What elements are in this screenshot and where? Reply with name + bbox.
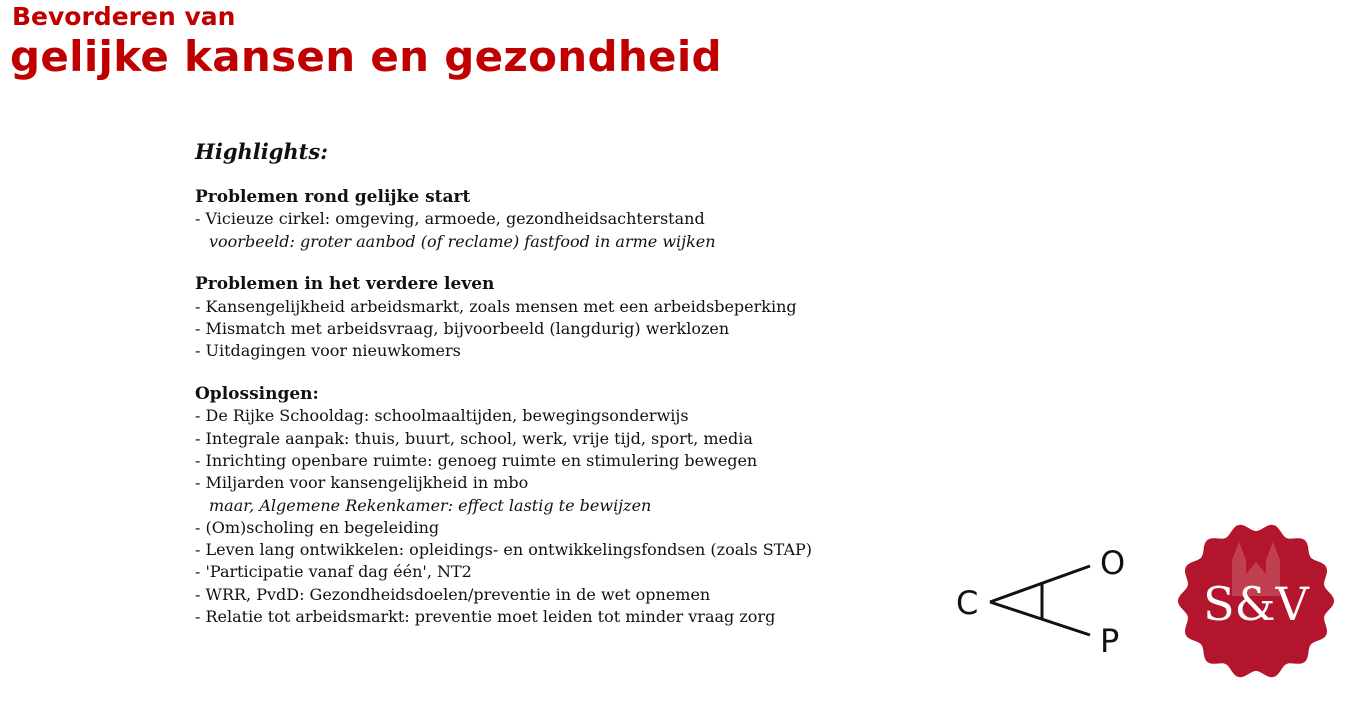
section-2 (195, 383, 915, 628)
section-title: Problemen rond gelijke start (195, 187, 471, 207)
example-note: voorbeeld: groter aanbod (of reclame) fastfood in arme wijken (209, 231, 716, 251)
bullet-line: - (Om)scholing en begeleiding (195, 517, 440, 537)
bullet-line: - Kansengelijkheid arbeidsmarkt, zoals mensen met een arbeidsbeperking (195, 296, 797, 316)
bullet-line: - Leven lang ontwikkelen: opleidings- en ontwikkelingsfondsen (zoals STAP) (195, 540, 813, 560)
highlights-heading: Highlights: (195, 139, 328, 164)
cop-arrow-icon (990, 566, 1090, 635)
bullet-line: - Mismatch met arbeidsvraag, bijvoorbeeld (langdurig) werklozen (195, 318, 730, 338)
cop-logo (950, 540, 1140, 665)
bullet-line: - De Rijke Schooldag: schoolmaaltijden, bewegingsonderwijs (195, 406, 689, 426)
section-title: Oplossingen: (195, 384, 319, 405)
bullet-line: - Relatie tot arbeidsmarkt: preventie moet leiden tot minder vraag zorg (195, 607, 776, 627)
section-1 (195, 273, 915, 362)
highlights-sections (195, 186, 915, 628)
bullet-line: - Integrale aanpak: thuis, buurt, school, werk, vrije tijd, sport, media (195, 428, 753, 448)
bullet-line: - Vicieuze cirkel: omgeving, armoede, gezondheidsachterstand (195, 209, 705, 229)
page-title: gelijke kansen en gezondheid (10, 32, 722, 81)
bullet-line: - Miljarden voor kansengelijkheid in mbo (195, 473, 529, 493)
page-subtitle: Bevorderen van (12, 2, 236, 31)
bullet-line: - WRR, PvdD: Gezondheidsdoelen/preventie in de wet opnemen (195, 584, 711, 604)
cop-label-c: C (956, 584, 979, 622)
highlights-content (195, 138, 915, 649)
bullet-line: - 'Participatie vanaf dag één', NT2 (195, 562, 472, 582)
seal-logo-text: S&V (1203, 577, 1309, 631)
bullet-line: - Inrichting openbare ruimte: genoeg ruimte en stimulering bewegen (195, 450, 758, 470)
cop-label-o: O (1100, 544, 1126, 582)
bullet-line: - Uitdagingen voor nieuwkomers (195, 341, 461, 361)
cop-label-p: P (1100, 622, 1120, 660)
section-0 (195, 186, 915, 253)
seal-logo (1176, 520, 1336, 682)
example-note: maar, Algemene Rekenkamer: effect lastig te bewijzen (209, 495, 652, 515)
section-title: Problemen in het verdere leven (195, 274, 495, 295)
